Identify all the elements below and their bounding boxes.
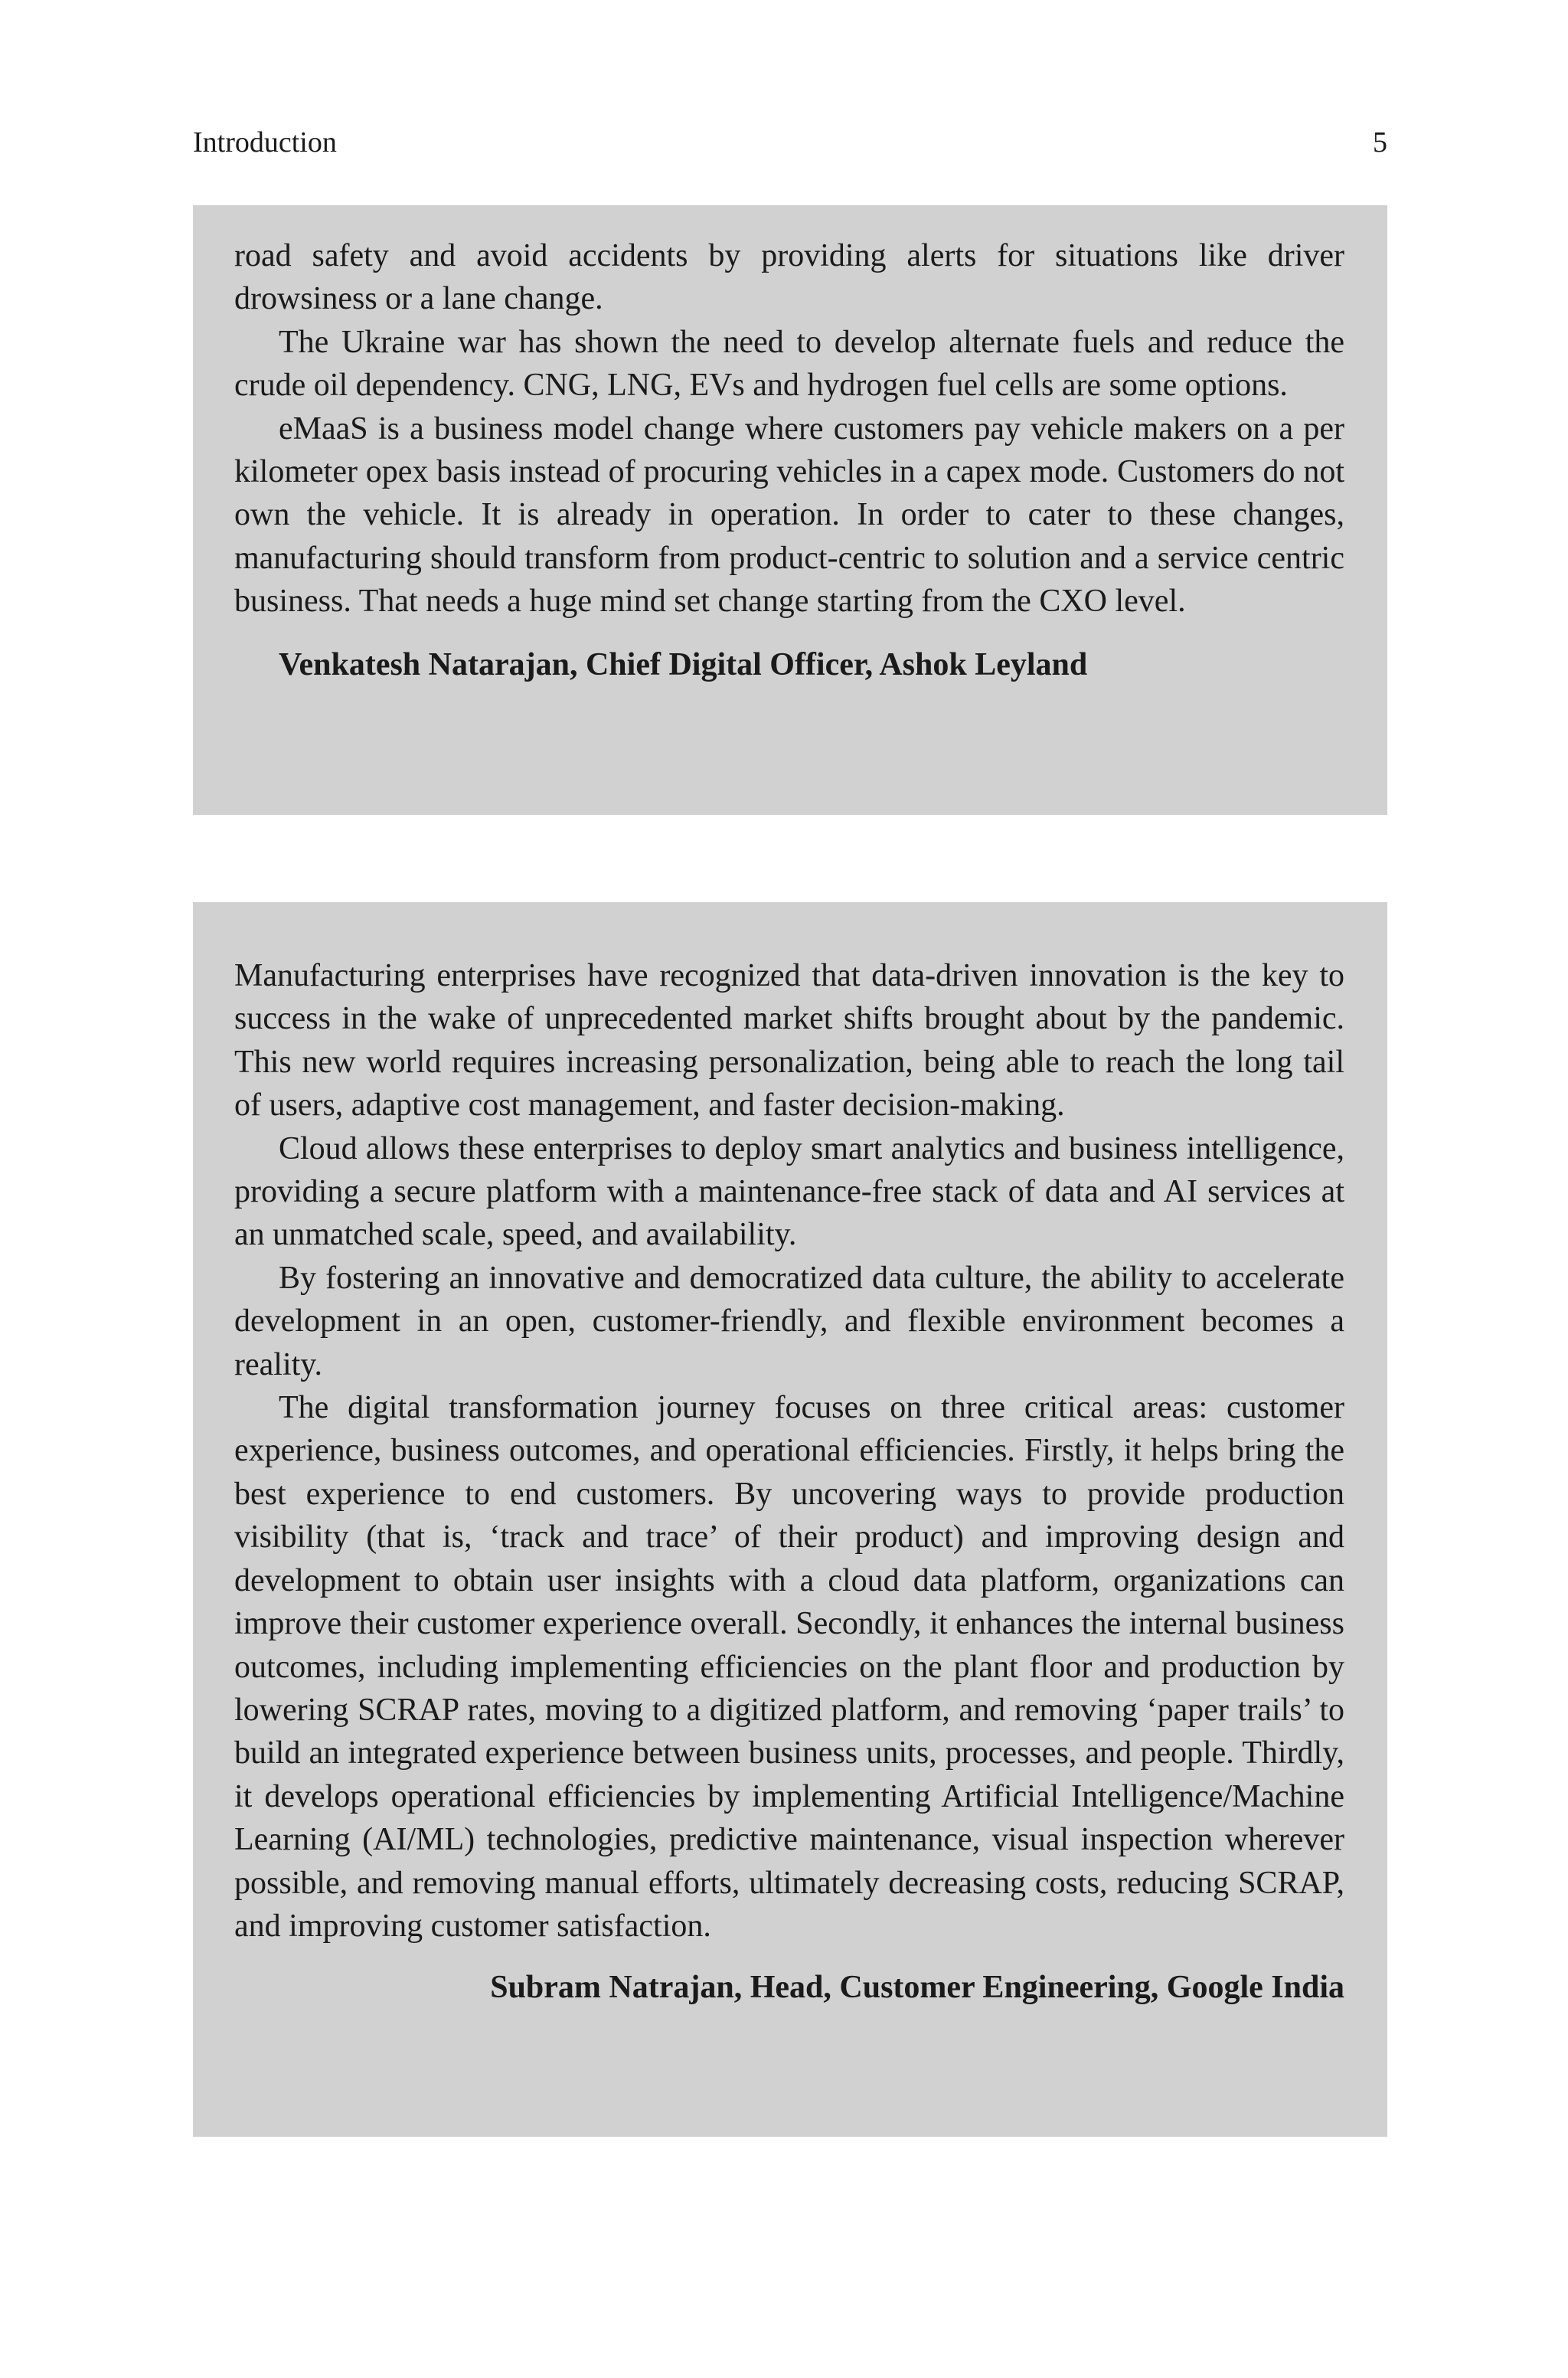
quote-2-attribution: Subram Natrajan, Head, Customer Engineering, Google India bbox=[490, 1970, 1344, 2006]
quote-1-paragraph-3: eMaaS is a business model change where customers pay vehicle makers on a per kilometer opex basis instead of procuring vehicles in a capex mode. Customers do not own the vehicle. It is already in operation. In order to cater to these changes, manufacturing should transform from product-centric to solution and a service centric business. That needs a huge mind set change starting from the CXO level. bbox=[234, 411, 1344, 620]
section-title: Introduction bbox=[193, 126, 337, 159]
quote-box-subram bbox=[193, 902, 1387, 2137]
page-number: 5 bbox=[1373, 126, 1387, 159]
quote-box-venkatesh bbox=[193, 205, 1387, 815]
quote-2-paragraph-4: The digital transformation journey focuses on three critical areas: customer experience, business outcomes, and operational efficiencies. Firstly, it helps bring the best experience to end customers. By uncovering ways to provide production visibility (that is, ‘track and trace’ of their product) and improving design and development to obtain user insights with a cloud data platform, organizations can improve their customer experience overall. Secondly, it enhances the internal business outcomes, including implementing efficiencies on the plant floor and production by lowering SCRAP rates, moving to a digitized platform, and removing ‘paper trails’ to build an integrated experience between business units, processes, and people. Thirdly, it develops operational efficiencies by implementing Artificial Intelligence/Machine Learning (AI/ML) technologies, predictive maintenance, visual inspection wherever possible, and removing manual efforts, ultimately decreasing costs, reducing SCRAP, and improving customer satisfaction. bbox=[234, 1390, 1344, 1944]
quote-1-paragraph-1: road safety and avoid accidents by providing alerts for situations like driver drowsiness or a lane change. bbox=[234, 238, 1344, 317]
quote-2-paragraph-3: By fostering an innovative and democratized data culture, the ability to accelerate development in an open, customer-friendly, and flexible environment becomes a reality. bbox=[234, 1260, 1344, 1382]
quote-1-attribution: Venkatesh Natarajan, Chief Digital Officer, Ashok Leyland bbox=[279, 646, 1088, 682]
quote-1-paragraph-2: The Ukraine war has shown the need to develop alternate fuels and reduce the crude oil dependency. CNG, LNG, EVs and hydrogen fuel cells are some options. bbox=[234, 324, 1344, 404]
quote-2-paragraph-2: Cloud allows these enterprises to deploy smart analytics and business intelligence, providing a secure platform with a maintenance-free stack of data and AI services at an unmatched scale, speed, and availability. bbox=[234, 1130, 1344, 1253]
running-header bbox=[193, 126, 1387, 159]
quote-2-paragraph-1: Manufacturing enterprises have recognized that data-driven innovation is the key to success in the wake of unprecedented market shifts brought about by the pandemic. This new world requires increasing personalization, being able to reach the long tail of users, adaptive cost management, and faster decision-making. bbox=[234, 958, 1344, 1124]
